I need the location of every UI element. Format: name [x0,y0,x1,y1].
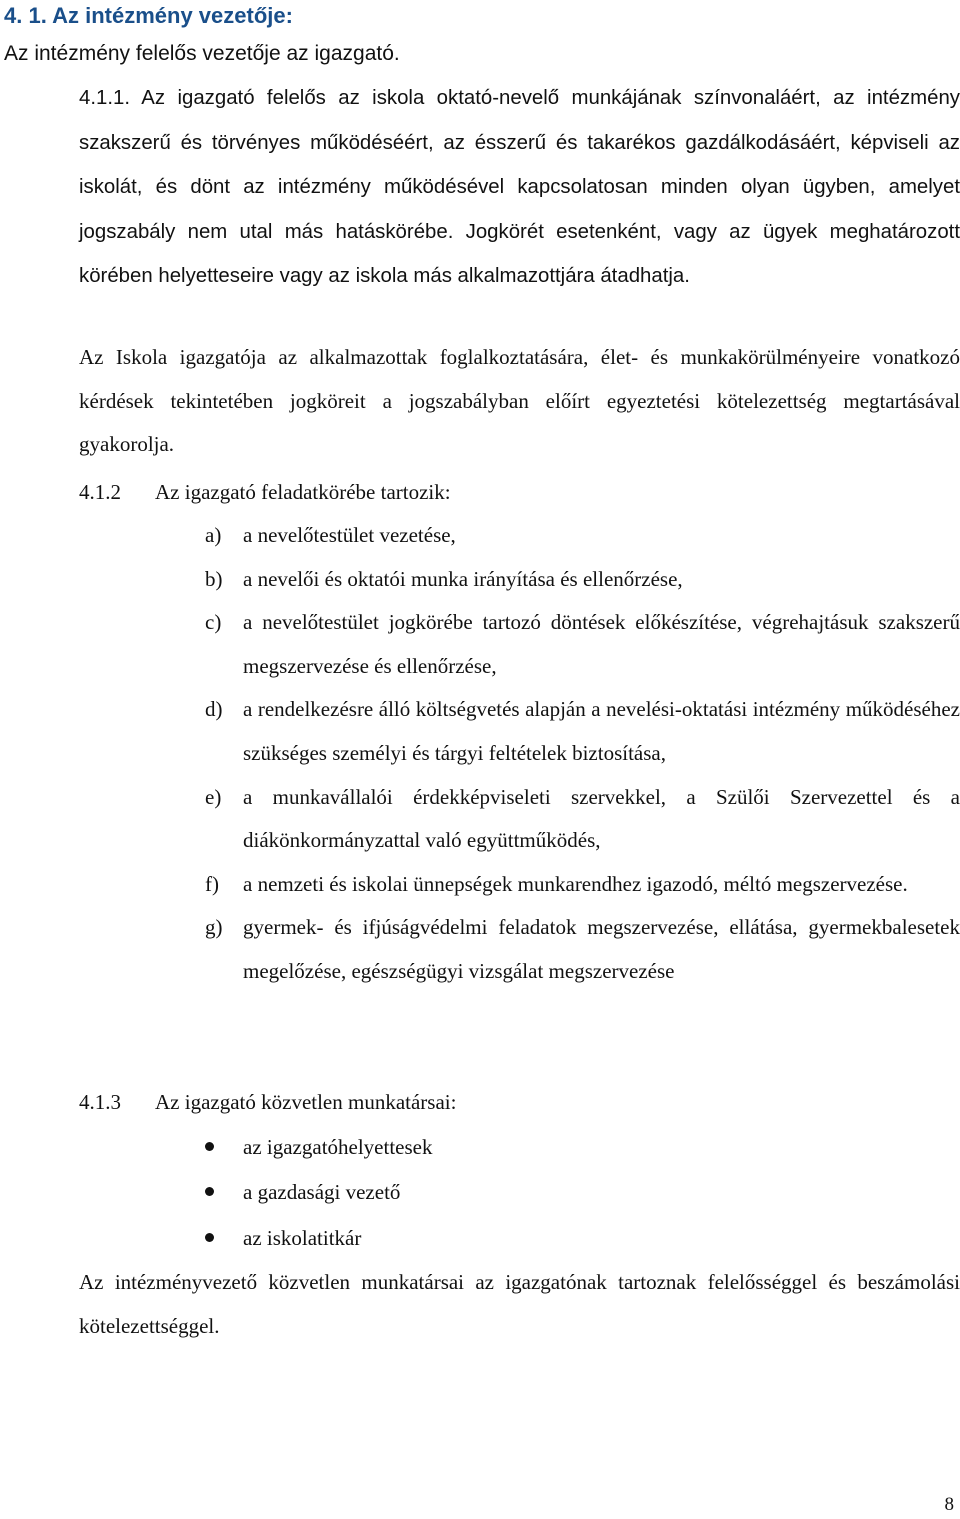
section-412-title [79,471,960,515]
list-item-text: a nevelőtestület jogkörébe tartozó döntések előkészítése, végrehajtásuk szakszerű megszervezése és ellenőrzése, [243,610,960,678]
bullet-item [205,1125,960,1170]
paragraph-411-b: Az Iskola igazgatója az alkalmazottak foglalkoztatására, élet- és munkakörülményeire vonatkozó kérdések tekintetében jogköreit a jogszabályban előírt egyeztetési kötelezettség megtartásával gyakorolja. [79,345,960,457]
closing-paragraph: Az intézményvezető közvetlen munkatársai az igazgatónak tartoznak felelősséggel és beszámolási kötelezettséggel. [79,1270,960,1338]
section-413-number: 4.1.3 [79,1090,121,1114]
bullet-icon [205,1233,214,1242]
list-item [205,558,960,602]
section-412-number: 4.1.2 [79,480,121,504]
list-item-text: a rendelkezésre álló költségvetés alapján a nevelési-oktatási intézmény működéséhez szükséges személyi és tárgyi feltételek biztosítása, [243,697,960,765]
list-item [205,601,960,688]
list-item-text: a nevelői és oktatói munka irányítása és ellenőrzése, [243,566,683,591]
list-item [205,776,960,863]
list-item-text: gyermek- és ifjúságvédelmi feladatok megszervezése, ellátása, gyermekbalesetek megelőzése, egészségügyi vizsgálat megszervezése [243,915,960,983]
list-item [205,514,960,558]
page-number: 8 [944,1494,954,1515]
list-marker: f) [205,871,219,896]
list-item-text: a nevelőtestület vezetése, [243,523,456,547]
paragraph-411-number: 4.1.1. [79,87,131,109]
section-subheading: Az intézmény felelős vezetője az igazgató. [4,42,400,65]
list-item-text: a nemzeti és iskolai ünnepségek munkarendhez igazodó, méltó megszervezése. [243,871,908,896]
list-marker: d) [205,697,223,722]
bullet-text: az igazgatóhelyettesek [243,1135,433,1159]
list-item [205,688,960,775]
staff-list [205,1125,960,1261]
list-marker: b) [205,566,223,591]
bullet-item [205,1170,960,1215]
paragraph-411 [79,76,960,299]
bullet-icon [205,1187,214,1196]
list-item-text: a munkavállalói érdekképviseleti szervekkel, a Szülői Szervezettel és a diákönkormányzattal való együttműködés, [243,784,960,853]
list-marker: a) [205,523,222,547]
section-413-title [79,1081,960,1125]
list-item [205,906,960,993]
list-marker: c) [205,610,222,635]
list-item [205,863,960,907]
list-marker: g) [205,915,223,940]
bullet-icon [205,1142,214,1151]
section-413-label: Az igazgató közvetlen munkatársai: [155,1090,457,1114]
list-marker: e) [205,784,222,809]
duties-list [205,514,960,994]
section-heading: 4. 1. Az intézmény vezetője: [4,3,293,28]
bullet-item [205,1216,960,1261]
section-412-label: Az igazgató feladatkörébe tartozik: [155,480,451,504]
bullet-text: a gazdasági vezető [243,1180,401,1205]
bullet-text: az iskolatitkár [243,1225,362,1250]
paragraph-411-text: Az igazgató felelős az iskola oktató-nevelő munkájának színvonaláért, az intézmény szakszerű és törvényes működéséért, az ésszerű és takarékos gazdálkodásáért, képviseli az iskolát, és dönt az intézmény működésével kapcsolatosan minden olyan ügyben, amelyet jogszabály nem utal más hatáskörébe. Jogkörét esetenként, vagy az ügyek meghatározott körében helyetteseire vagy az iskola más alkalmazottjára átadhatja. [79,87,960,288]
